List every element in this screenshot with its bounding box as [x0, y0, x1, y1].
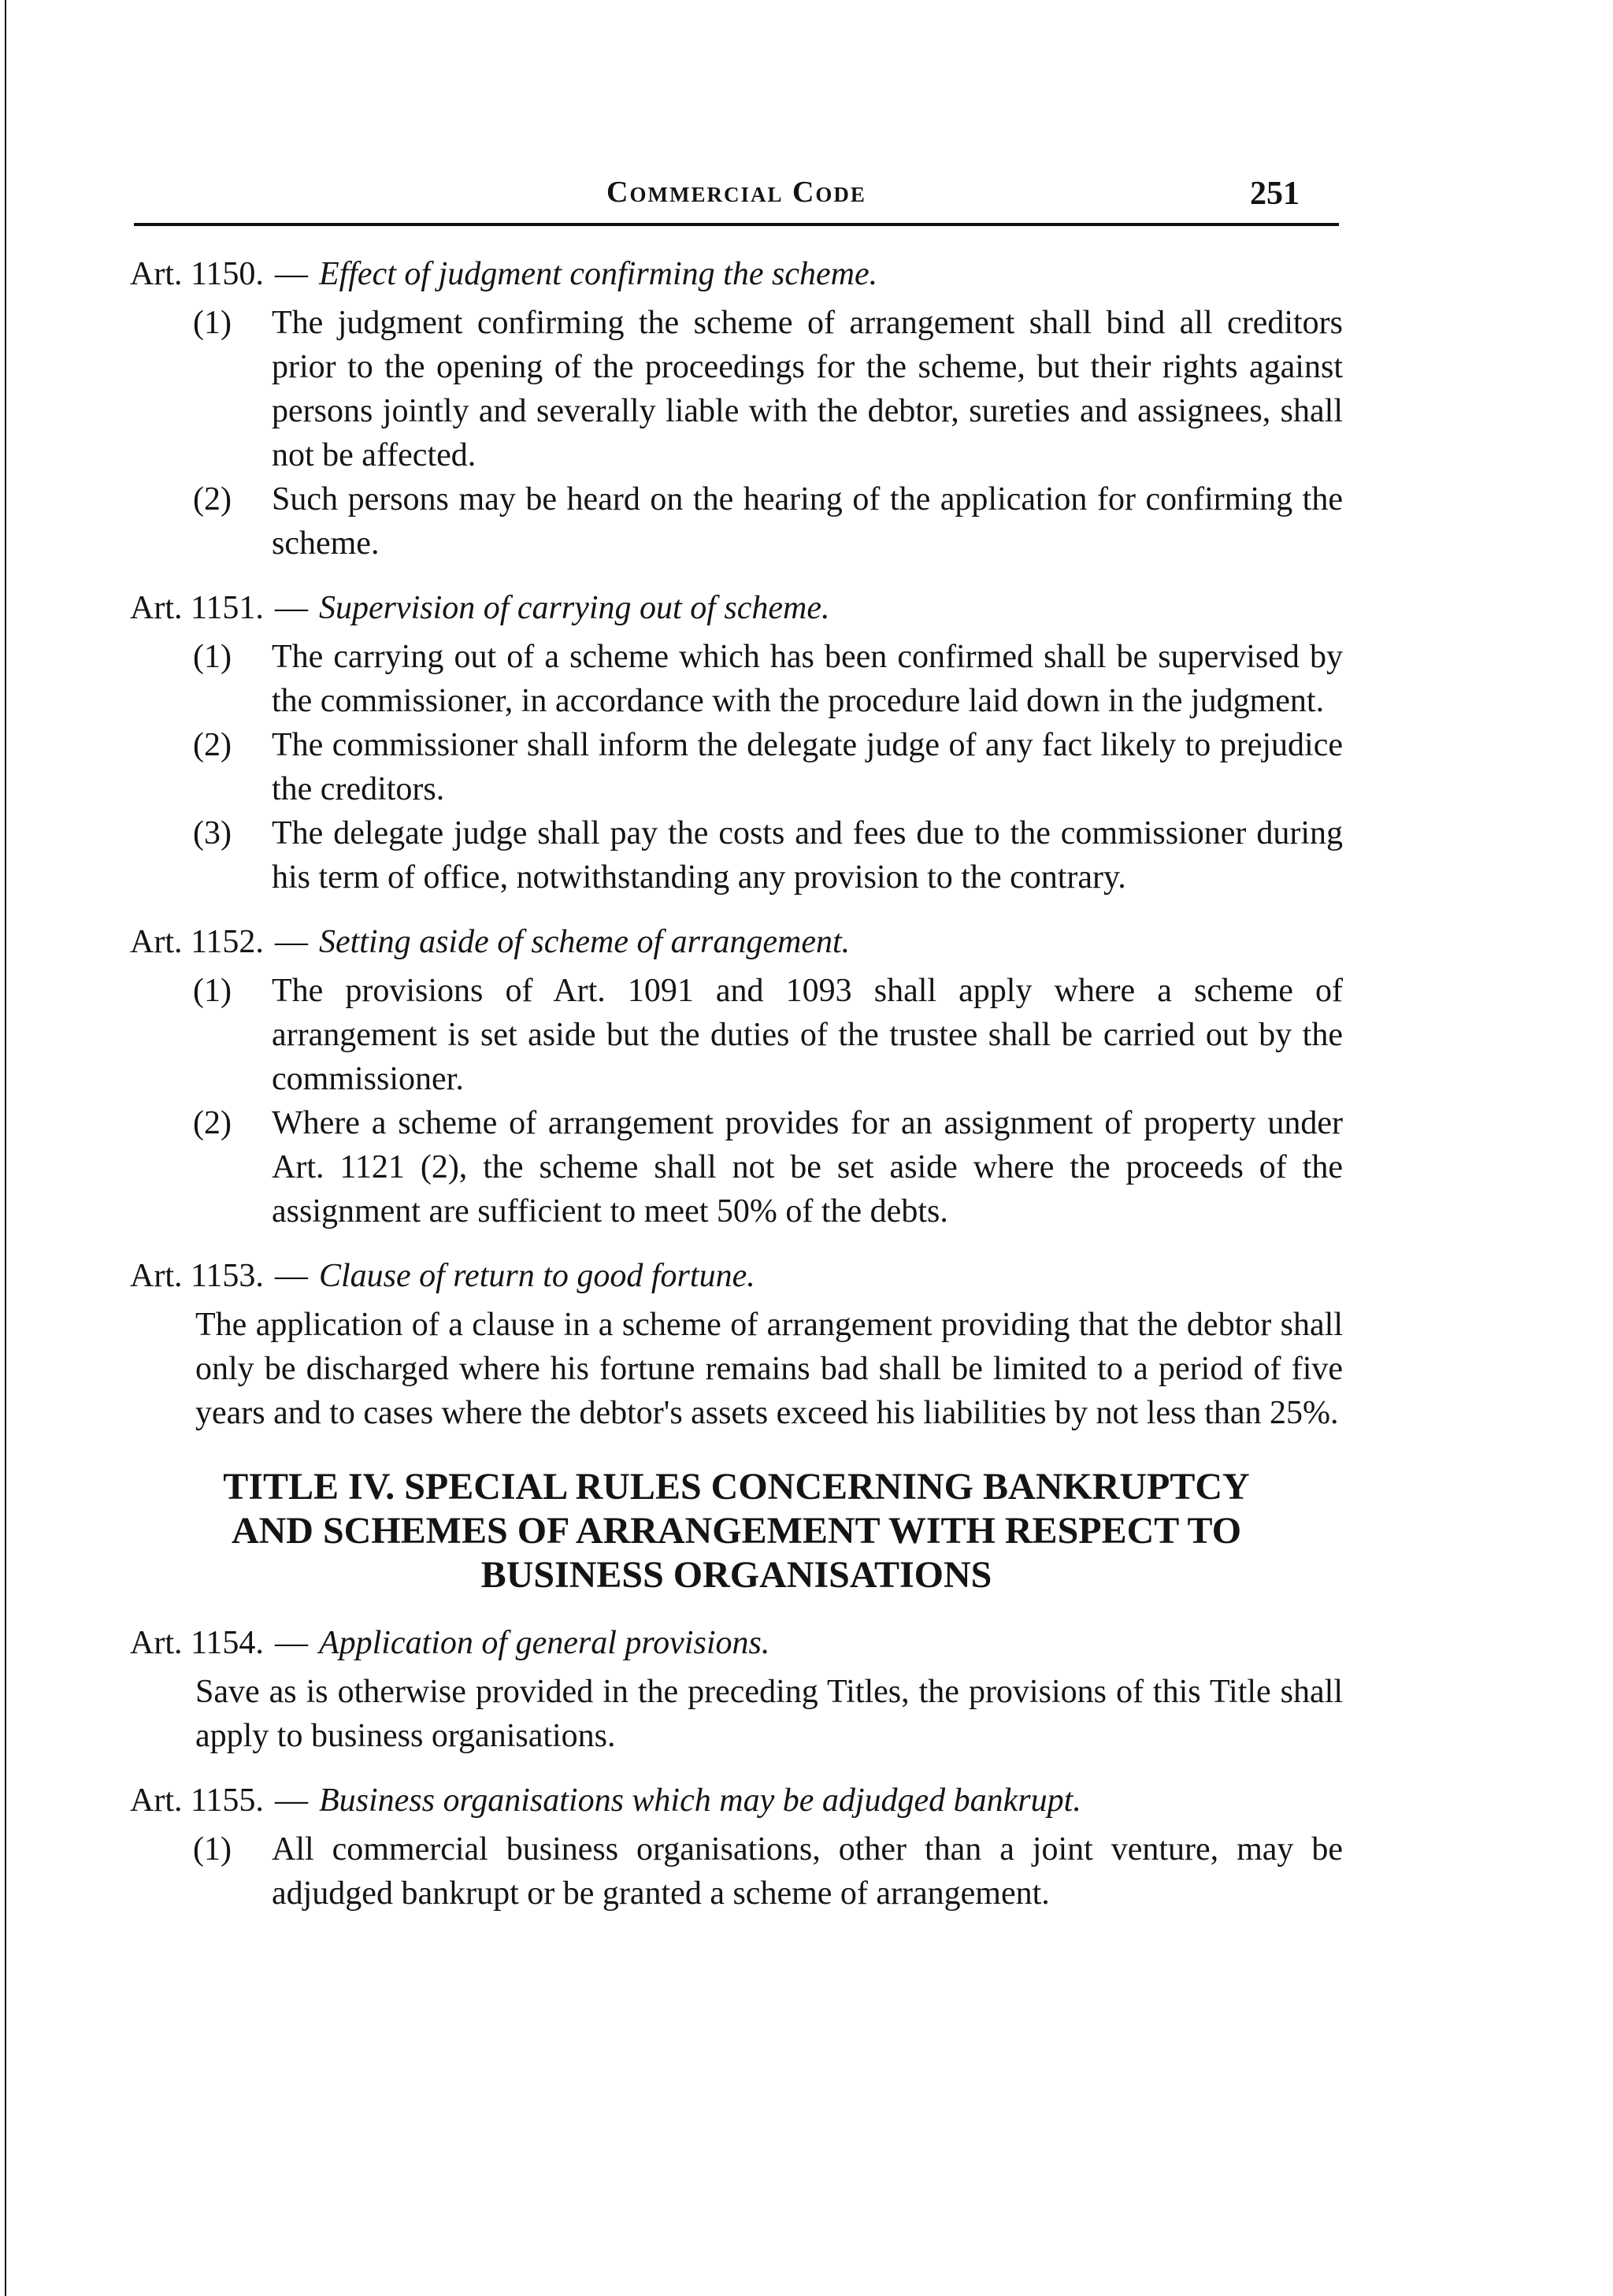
article-number: Art. 1150. — [130, 256, 264, 292]
article-paragraph: The application of a clause in a scheme of arrangement providing that the debtor shall only be discharged where his fortune remains bad shall be limited to a period of five years and to cases where the debtor's assets exceed his liabilities by not less than 25%. — [195, 1307, 1343, 1431]
clause-text: The commissioner shall inform the delegate judge of any fact likely to prejudice the creditors. — [272, 727, 1343, 807]
article-dash: — — [274, 1782, 308, 1819]
clause-text: The provisions of Art. 1091 and 1093 shall apply where a scheme of arrangement is set aside but the duties of the trustee shall be carried out by the commissioner. — [272, 973, 1343, 1097]
clause — [130, 477, 1343, 566]
article-paragraph: Save as is otherwise provided in the preceding Titles, the provisions of this Title shall apply to business organisations. — [195, 1674, 1343, 1754]
clause-text: The judgment confirming the scheme of arrangement shall bind all creditors prior to the opening of the proceedings for the scheme, but their rights against persons jointly and severally liable with the debtor, sureties and assignees, shall not be affected. — [272, 305, 1343, 473]
clause-text: All commercial business organisations, other than a joint venture, may be adjudged bankrupt or be granted a scheme of arrangement. — [272, 1831, 1343, 1912]
article-number: Art. 1153. — [130, 1258, 264, 1294]
clause — [130, 723, 1343, 811]
page-number: 251 — [1250, 176, 1300, 212]
article-1154 — [130, 1621, 1343, 1758]
article-heading — [130, 1254, 1343, 1298]
clause-number: (1) — [193, 305, 232, 341]
article-1151 — [130, 586, 1343, 899]
article-title: Effect of judgment confirming the scheme. — [318, 256, 878, 292]
page-body — [130, 252, 1343, 1936]
clause-number: (1) — [193, 639, 232, 675]
article-title: Supervision of carrying out of scheme. — [318, 590, 830, 626]
title-line: AND SCHEMES OF ARRANGEMENT WITH RESPECT TO — [231, 1510, 1242, 1552]
article-heading — [130, 1621, 1343, 1665]
article-heading — [130, 252, 1343, 296]
article-1150 — [130, 252, 1343, 566]
clause-text: Such persons may be heard on the hearing of the application for confirming the scheme. — [272, 481, 1343, 562]
article-heading — [130, 1779, 1343, 1823]
page-header — [134, 175, 1339, 222]
article-number: Art. 1151. — [130, 590, 264, 626]
clause — [130, 1827, 1343, 1916]
clause-number: (2) — [193, 1105, 232, 1141]
clause-text: The carrying out of a scheme which has been confirmed shall be supervised by the commissioner, in accordance with the procedure laid down in the judgment. — [272, 639, 1343, 719]
clause — [130, 811, 1343, 899]
article-1155 — [130, 1779, 1343, 1916]
title-iv-heading — [130, 1465, 1343, 1597]
article-1153 — [130, 1254, 1343, 1435]
clause-text: Where a scheme of arrangement provides for an assignment of property under Art. 1121 (2), the scheme shall not be set aside where the proceeds of the assignment are sufficient to meet 50% of the debts. — [272, 1105, 1343, 1230]
article-dash: — — [274, 590, 308, 626]
running-title: Commercial Code — [606, 176, 866, 209]
article-1152 — [130, 920, 1343, 1233]
clause-number: (3) — [193, 815, 232, 851]
clause-number: (2) — [193, 481, 232, 517]
article-dash: — — [274, 924, 308, 960]
article-title: Clause of return to good fortune. — [318, 1258, 755, 1294]
clause-text: The delegate judge shall pay the costs and fees due to the commissioner during his term of office, notwithstanding any provision to the contrary. — [272, 815, 1343, 896]
scan-edge-line — [5, 0, 6, 2296]
article-number: Art. 1154. — [130, 1625, 264, 1661]
clause — [130, 635, 1343, 723]
clause — [130, 301, 1343, 477]
article-number: Art. 1155. — [130, 1782, 264, 1819]
article-number: Art. 1152. — [130, 924, 264, 960]
article-dash: — — [274, 1625, 308, 1661]
article-heading — [130, 586, 1343, 630]
clause-number: (1) — [193, 973, 232, 1009]
article-title: Business organisations which may be adjudged bankrupt. — [318, 1782, 1081, 1819]
clause-number: (2) — [193, 727, 232, 763]
clause — [130, 1101, 1343, 1233]
header-rule — [134, 223, 1339, 226]
article-heading — [130, 920, 1343, 964]
article-dash: — — [274, 1258, 308, 1294]
article-title: Application of general provisions. — [318, 1625, 770, 1661]
clause — [130, 969, 1343, 1101]
title-line: TITLE IV. SPECIAL RULES CONCERNING BANKRUPTCY — [223, 1466, 1250, 1508]
title-line: BUSINESS ORGANISATIONS — [480, 1554, 992, 1596]
clause-number: (1) — [193, 1831, 232, 1868]
article-title: Setting aside of scheme of arrangement. — [318, 924, 851, 960]
article-dash: — — [274, 256, 308, 292]
